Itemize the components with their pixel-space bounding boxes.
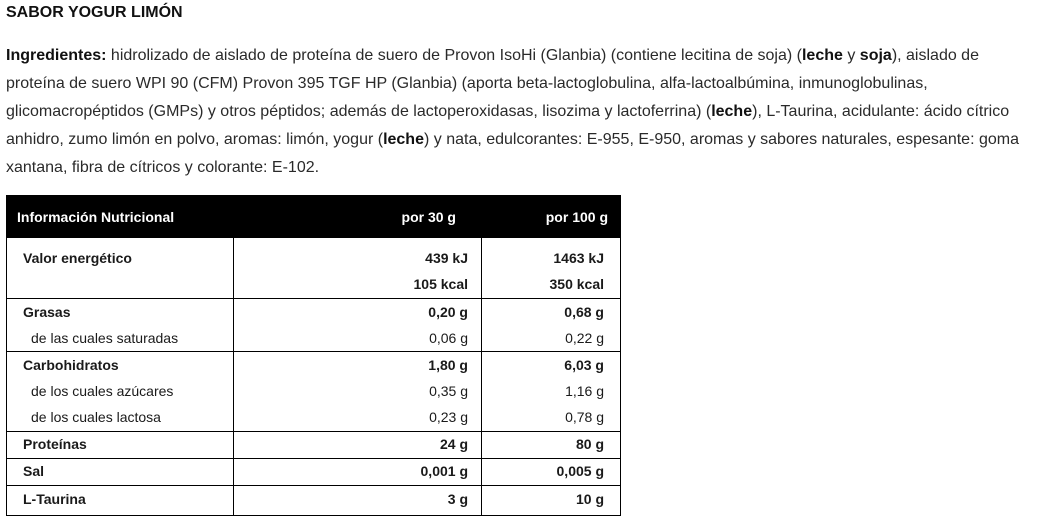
table-row-energy — [7, 238, 620, 294]
table-row-protein — [7, 431, 620, 459]
row-label: de los cuales lactosa — [31, 409, 161, 425]
ingredients-paragraph — [6, 42, 1030, 182]
ingredients-text: y — [842, 47, 860, 64]
value-per-30g: 105 kcal — [413, 276, 468, 292]
ingredients-label: Ingredientes: — [6, 47, 107, 64]
value-per-100g: 0,78 g — [565, 409, 604, 425]
ingredients-text: ), aislado de proteína de suero WPI 90 (CFM) Provon 395 TGF HP (Glanbia) (aporta beta-lactoglobulina, alfa-lactoalbúmina, inmunoglobulinas, glicomacropéptidos (GMPs) y otros péptidos; además de lactoperoxidasas, lisozima y lactoferrina) ( — [6, 47, 979, 120]
table-row-taurine — [7, 485, 620, 516]
ingredients-text: ) y nata, edulcorantes: E-955, E-950, aromas y sabores naturales, espesante: goma xantana, fibra de cítricos y colorante: E-102. — [6, 131, 1019, 176]
value-per-30g: 24 g — [439, 436, 468, 452]
row-label: de las cuales saturadas — [31, 330, 179, 346]
row-label: Grasas — [23, 304, 71, 320]
header-label: Información Nutricional — [17, 209, 175, 225]
row-label: Proteínas — [23, 436, 87, 452]
allergen-milk: leche — [383, 131, 424, 148]
value-per-30g: 0,20 g — [428, 304, 468, 320]
value-per-30g: 3 g — [447, 491, 468, 507]
ingredients-text: ), L-Taurina, acidulante: ácido cítrico anhidro, zumo limón en polvo, aromas: limón, yogur ( — [6, 103, 1010, 148]
value-per-100g: 350 kcal — [549, 276, 604, 292]
value-per-30g: 0,35 g — [429, 383, 468, 399]
value-per-100g: 0,68 g — [564, 304, 604, 320]
value-per-30g: 0,001 g — [420, 463, 468, 479]
allergen-milk: leche — [801, 47, 843, 64]
row-label: de los cuales azúcares — [31, 383, 174, 399]
allergen-soy: soja — [859, 47, 892, 64]
row-label: L-Taurina — [23, 491, 86, 507]
value-per-100g: 6,03 g — [564, 357, 604, 373]
value-per-30g: 1,80 g — [428, 357, 468, 373]
value-per-100g: 1,16 g — [565, 383, 604, 399]
row-label: Valor energético — [23, 250, 132, 266]
ingredients-text: hidrolizado de aislado de proteína de suero de Provon IsoHi (Glanbia) (contiene lecitina de soja) ( — [106, 47, 802, 64]
table-header — [7, 196, 620, 238]
value-per-100g: 1463 kJ — [553, 250, 604, 266]
flavor-title: SABOR YOGUR LIMÓN — [6, 4, 183, 21]
value-per-30g: 0,23 g — [429, 409, 468, 425]
row-label: Sal — [23, 463, 45, 479]
header-per-30g: por 30 g — [401, 209, 456, 225]
value-per-100g: 80 g — [575, 436, 604, 452]
value-per-30g: 0,06 g — [429, 330, 468, 346]
value-per-100g: 0,22 g — [565, 330, 604, 346]
table-row-salt — [7, 458, 620, 486]
allergen-milk: leche — [711, 103, 753, 120]
nutrition-table — [6, 195, 621, 516]
value-per-30g: 439 kJ — [425, 250, 468, 266]
value-per-100g: 10 g — [575, 491, 604, 507]
header-per-100g: por 100 g — [545, 209, 608, 225]
table-row-carbohydrates — [7, 351, 620, 432]
value-per-100g: 0,005 g — [556, 463, 604, 479]
row-label: Carbohidratos — [23, 357, 119, 373]
table-row-fat — [7, 298, 620, 352]
